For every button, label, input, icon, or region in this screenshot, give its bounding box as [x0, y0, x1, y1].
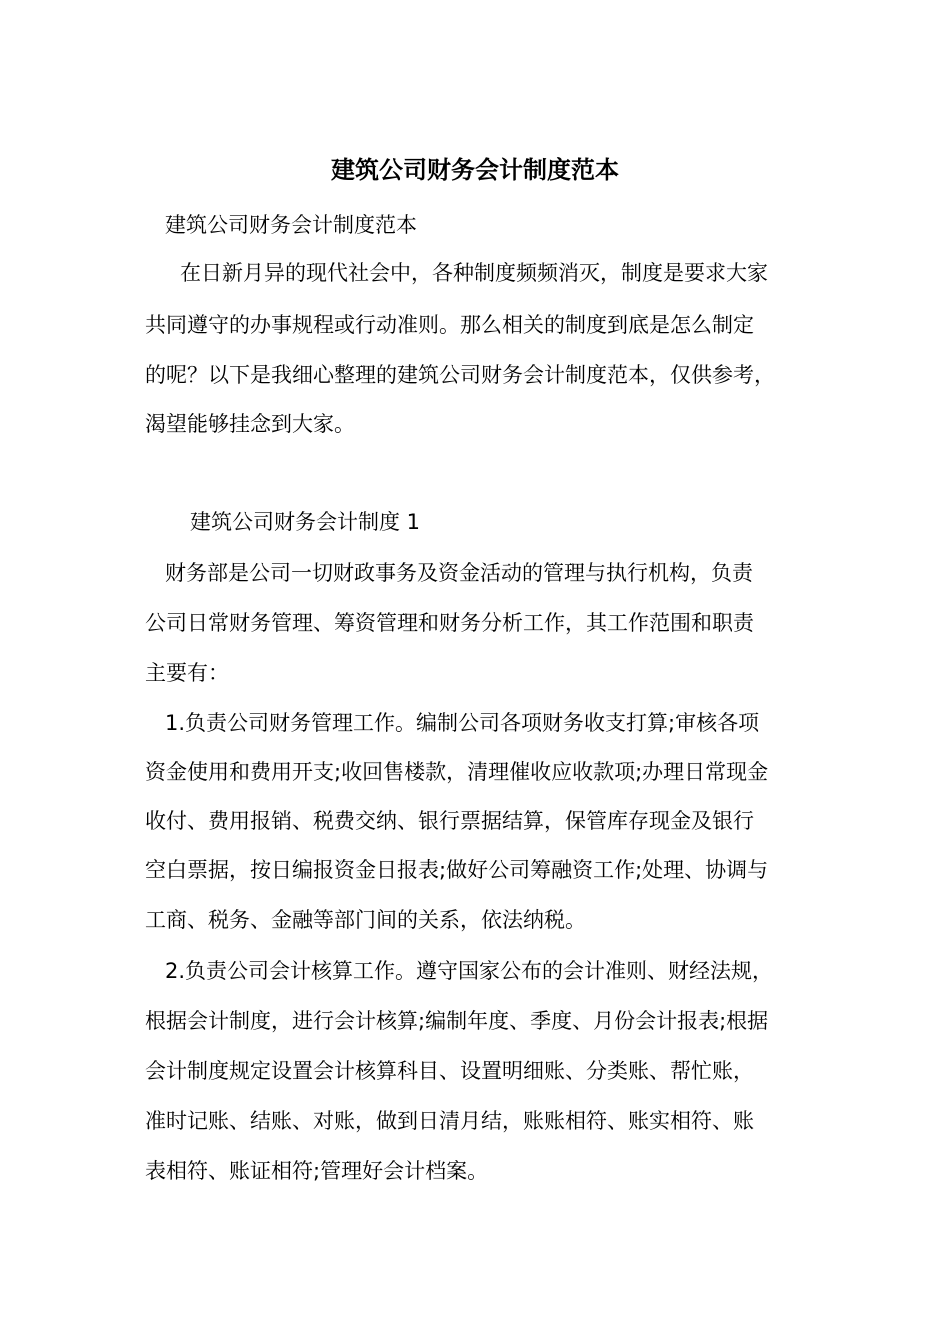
page-title: 建筑公司财务会计制度范本: [331, 156, 619, 184]
paragraph-1-line-2: 公司日常财务管理、筹资管理和财务分析工作，其工作范围和职责: [145, 611, 754, 635]
section-heading-1: 建筑公司财务会计制度 1: [190, 510, 421, 534]
item-1-line-2: 资金使用和费用开支;收回售楼款，清理催收应收款项;办理日常现金: [145, 760, 769, 784]
subtitle-line: 建筑公司财务会计制度范本: [165, 213, 417, 237]
item-2-line-2: 根据会计制度，进行会计核算;编制年度、季度、月份会计报表;根据: [145, 1009, 769, 1033]
paragraph-1-line-3: 主要有：: [145, 661, 229, 685]
intro-line-3: 的呢？以下是我细心整理的建筑公司财务会计制度范本，仅供参考，: [145, 363, 775, 387]
item-2-line-1: 2.负责公司会计核算工作。遵守国家公布的会计准则、财经法规，: [165, 959, 774, 983]
item-2-line-5: 表相符、账证相符;管理好会计档案。: [145, 1159, 489, 1183]
item-1-line-5: 工商、税务、金融等部门间的关系，依法纳税。: [145, 908, 586, 932]
item-1-line-3: 收付、费用报销、税费交纳、银行票据结算，保管库存现金及银行: [145, 809, 754, 833]
item-1-line-1: 1.负责公司财务管理工作。编制公司各项财务收支打算;审核各项: [165, 711, 760, 735]
intro-line-1: 在日新月异的现代社会中，各种制度频频消灭，制度是要求大家: [180, 261, 768, 285]
intro-line-4: 渴望能够挂念到大家。: [145, 412, 355, 436]
paragraph-1-line-1: 财务部是公司一切财政事务及资金活动的管理与执行机构，负责: [165, 561, 753, 585]
item-1-line-4: 空白票据，按日编报资金日报表;做好公司筹融资工作;处理、协调与: [145, 858, 769, 882]
item-2-line-3: 会计制度规定设置会计核算科目、设置明细账、分类账、帮忙账，: [145, 1059, 754, 1083]
intro-line-2: 共同遵守的办事规程或行动准则。那么相关的制度到底是怎么制定: [145, 313, 754, 337]
item-2-line-4: 准时记账、结账、对账，做到日清月结，账账相符、账实相符、账: [145, 1109, 754, 1133]
